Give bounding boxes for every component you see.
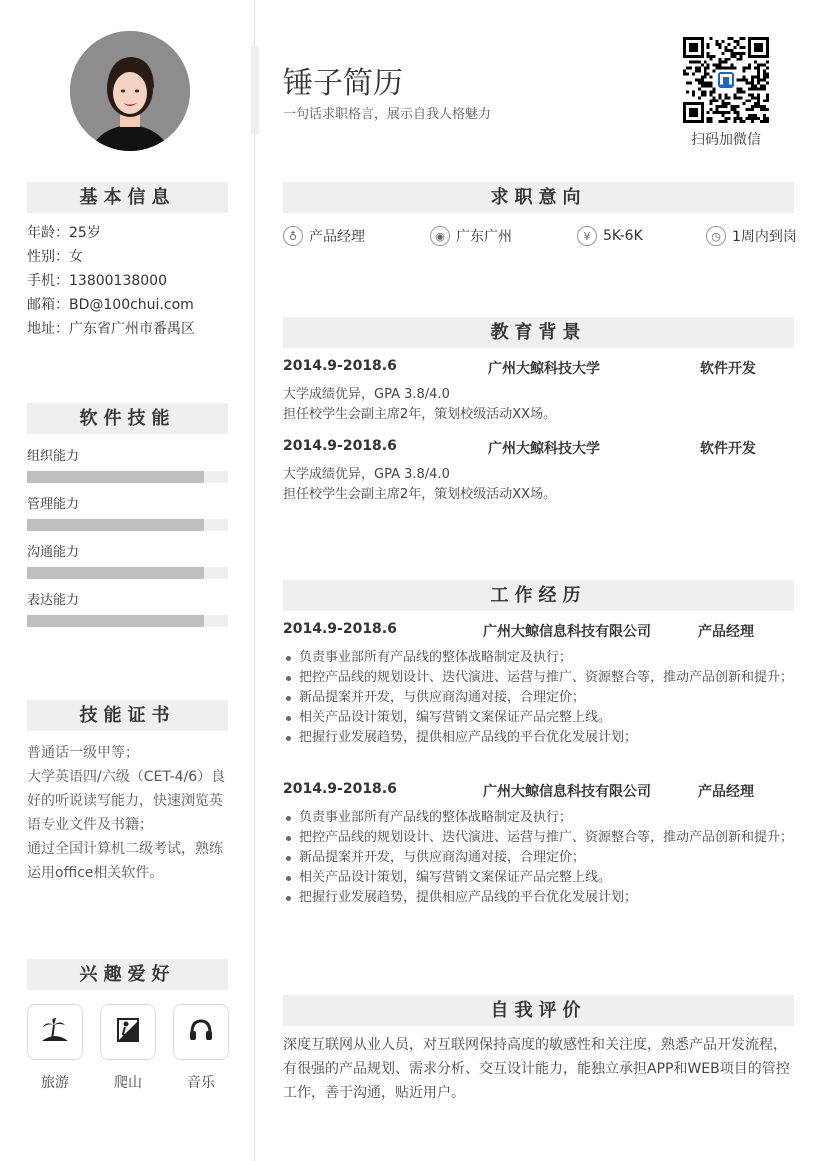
- basic-info-label: 手机：: [27, 273, 69, 289]
- skill-bar-fill: [27, 519, 204, 531]
- education-major: 软件开发: [700, 361, 756, 377]
- education-detail-line: 担任校学生会副主席2年，策划校级活动XX场。: [283, 407, 557, 422]
- work-role: 产品经理: [698, 784, 754, 800]
- certificate-item: 通过全国计算机二级考试，熟练运用office相关软件。: [27, 841, 223, 881]
- job-intent-item: [706, 226, 797, 246]
- certificate-item: 大学英语四/六级（CET-4/6）良好的听说读写能力，快速浏览英语专业文件及书籍；: [27, 769, 226, 833]
- skill-label: 组织能力: [27, 449, 80, 464]
- work-company: 广州大鲸信息科技有限公司: [483, 624, 651, 640]
- hobby-label: 爬山: [114, 1075, 142, 1091]
- section-self-evaluation: 自我评价: [283, 995, 794, 1026]
- basic-info-label: 地址：: [27, 321, 69, 337]
- skill-bar-track: [27, 471, 228, 483]
- resume-motto: 一句话求职格言，展示自我人格魅力: [283, 107, 492, 122]
- work-duty-item: 负责事业部所有产品线的整体战略制定及执行；: [283, 808, 794, 828]
- section-work-experience: 工作经历: [283, 580, 794, 611]
- medal-icon: ♁: [283, 226, 303, 246]
- resume-name: 锤子简历: [283, 66, 403, 101]
- job-intent-item: [577, 226, 643, 246]
- skill-bar-track: [27, 519, 228, 531]
- section-basic-info: 基本信息: [27, 182, 228, 213]
- section-hobbies: 兴趣爱好: [27, 959, 228, 990]
- job-intent-value: 产品经理: [309, 229, 365, 245]
- skill-bar-track: [27, 615, 228, 627]
- skill-label: 管理能力: [27, 497, 80, 512]
- job-intent-item: [430, 226, 512, 246]
- education-major: 软件开发: [700, 441, 756, 457]
- hobby-label: 音乐: [187, 1075, 215, 1091]
- section-job-intent: 求职意向: [283, 182, 794, 213]
- job-intent-value: 5K-6K: [603, 228, 643, 244]
- certificates-text: [27, 741, 228, 885]
- hobby-icon-box: [100, 1004, 156, 1060]
- skill-bar-track: [27, 567, 228, 579]
- work-duty-item: 把握行业发展趋势，提供相应产品线的平台优化发展计划；: [283, 888, 794, 908]
- wechat-qr-code: [683, 37, 769, 123]
- headphones-icon: [188, 1017, 214, 1047]
- basic-info-label: 邮箱：: [27, 297, 69, 313]
- skill-bar-fill: [27, 471, 204, 483]
- education-details: [283, 385, 794, 425]
- hobby-item: [173, 1004, 229, 1092]
- work-duties: [283, 808, 794, 908]
- work-duties: [283, 648, 794, 748]
- clock-icon: ◷: [706, 226, 726, 246]
- education-date: 2014.9-2018.6: [283, 358, 397, 374]
- work-entry-header: [283, 781, 794, 801]
- section-education: 教育背景: [283, 317, 794, 348]
- basic-info-label: 年龄：: [27, 225, 69, 241]
- self-evaluation-text: 深度互联网从业人员，对互联网保持高度的敏感性和关注度，熟悉产品开发流程，有很强的产品规划、需求分析、交互设计能力，能独立承担APP和WEB项目的管控工作，善于沟通，贴近用户。: [283, 1037, 790, 1101]
- yen-icon: ¥: [577, 226, 597, 246]
- skill-bar-fill: [27, 567, 204, 579]
- work-duty-item: 把控产品线的规划设计、迭代演进、运营与推广、资源整合等，推动产品创新和提升；: [283, 668, 794, 688]
- basic-info-value: BD@100chui.com: [69, 297, 194, 313]
- hobby-item: [27, 1004, 83, 1092]
- education-school: 广州大鲸科技大学: [488, 361, 600, 377]
- education-entry-header: [283, 438, 794, 458]
- basic-info-label: 性别：: [27, 249, 69, 265]
- basic-info-value: 广东省广州市番禺区: [69, 321, 195, 337]
- education-details: [283, 465, 794, 505]
- work-duty-item: 把控产品线的规划设计、迭代演进、运营与推广、资源整合等，推动产品创新和提升；: [283, 828, 794, 848]
- basic-info-value: 13800138000: [69, 273, 167, 289]
- job-intent-value: 1周内到岗: [732, 229, 797, 245]
- skill-bar-fill: [27, 615, 204, 627]
- qr-caption: 扫码加微信: [691, 132, 761, 148]
- education-detail-line: 担任校学生会副主席2年，策划校级活动XX场。: [283, 487, 557, 502]
- hobby-label: 旅游: [41, 1075, 69, 1091]
- education-entry-header: [283, 358, 794, 378]
- basic-info-value: 女: [69, 249, 83, 265]
- skill-label: 沟通能力: [27, 545, 80, 560]
- work-duty-item: 新品提案并开发，与供应商沟通对接，合理定价；: [283, 688, 794, 708]
- work-duty-item: 新品提案并开发，与供应商沟通对接，合理定价；: [283, 848, 794, 868]
- location-icon: ◉: [430, 226, 450, 246]
- work-company: 广州大鲸信息科技有限公司: [483, 784, 651, 800]
- section-software-skills: 软件技能: [27, 403, 228, 434]
- basic-info-row: [27, 247, 83, 267]
- basic-info-row: [27, 295, 194, 315]
- work-duty-item: 负责事业部所有产品线的整体战略制定及执行；: [283, 648, 794, 668]
- work-duty-item: 把握行业发展趋势，提供相应产品线的平台优化发展计划；: [283, 728, 794, 748]
- hobby-item: [100, 1004, 156, 1092]
- education-detail-line: 大学成绩优异，GPA 3.8/4.0: [283, 387, 450, 402]
- job-intent-item: [283, 226, 365, 246]
- section-certificates: 技能证书: [27, 700, 228, 731]
- column-divider-accent: [251, 46, 259, 134]
- sidebar: [0, 0, 255, 1161]
- education-detail-line: 大学成绩优异，GPA 3.8/4.0: [283, 467, 450, 482]
- education-school: 广州大鲸科技大学: [488, 441, 600, 457]
- basic-info-row: [27, 271, 167, 291]
- work-role: 产品经理: [698, 624, 754, 640]
- beach-icon: [40, 1017, 70, 1047]
- skill-label: 表达能力: [27, 593, 80, 608]
- work-entry-header: [283, 621, 794, 641]
- hobby-icon-box: [27, 1004, 83, 1060]
- certificate-item: 普通话一级甲等；: [27, 745, 139, 761]
- avatar: [70, 31, 190, 151]
- education-date: 2014.9-2018.6: [283, 438, 397, 454]
- basic-info-value: 25岁: [69, 225, 101, 241]
- work-duty-item: 相关产品设计策划，编写营销文案保证产品完整上线。: [283, 868, 794, 888]
- hobby-icon-box: [173, 1004, 229, 1060]
- basic-info-row: [27, 319, 195, 339]
- job-intent-value: 广东广州: [456, 229, 512, 245]
- work-date: 2014.9-2018.6: [283, 781, 397, 797]
- work-duty-item: 相关产品设计策划，编写营销文案保证产品完整上线。: [283, 708, 794, 728]
- basic-info-row: [27, 223, 101, 243]
- portrait-photo: [70, 31, 190, 151]
- climbing-icon: [115, 1017, 141, 1047]
- work-date: 2014.9-2018.6: [283, 621, 397, 637]
